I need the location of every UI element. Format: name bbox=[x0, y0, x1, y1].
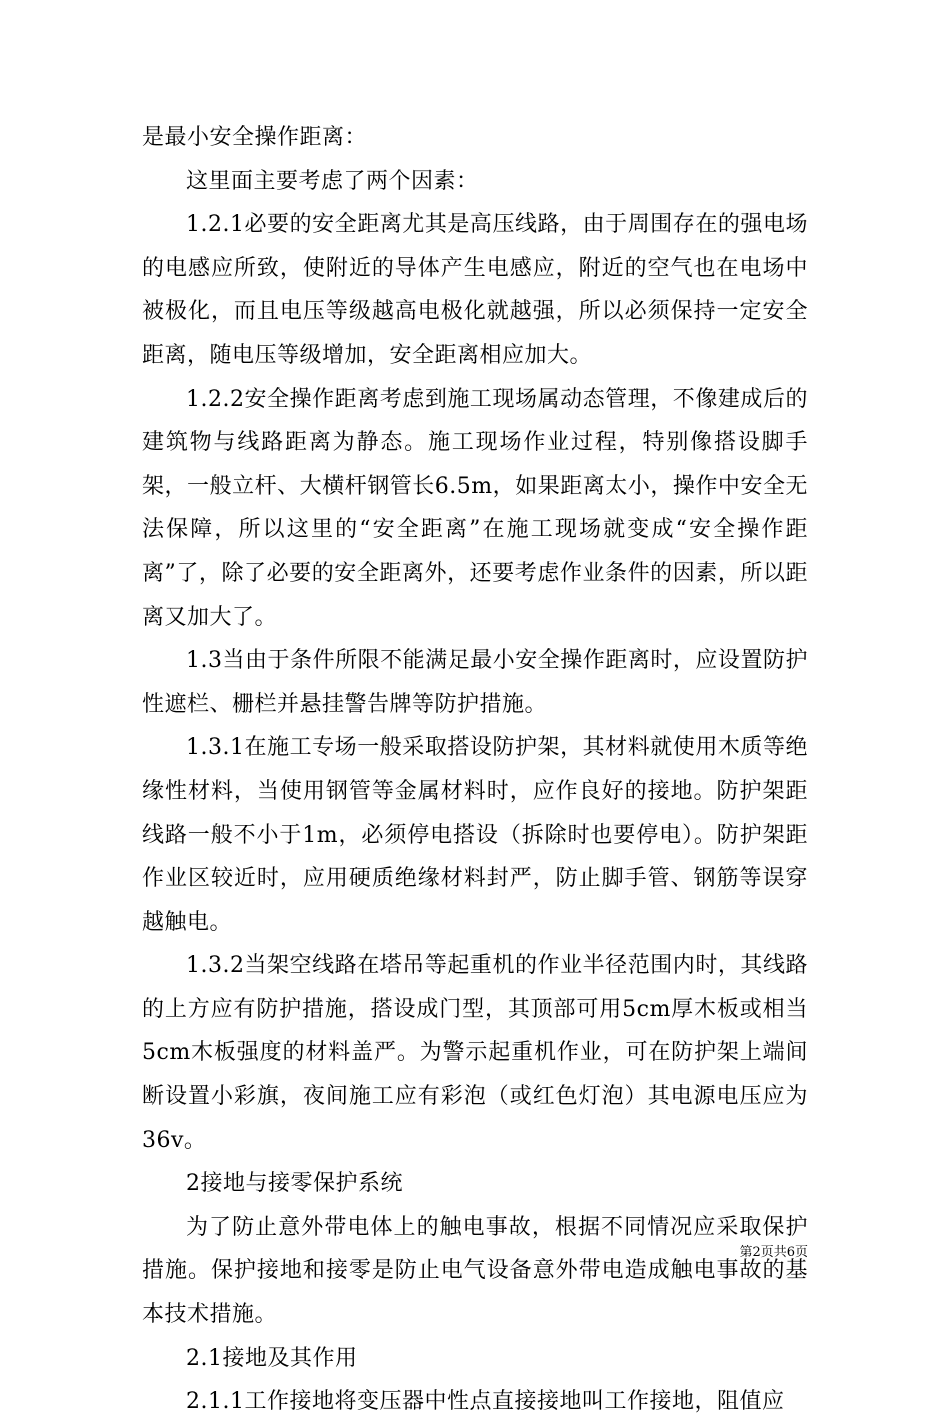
paragraph-1-3-1: 1.3.1在施工专场一般采取搭设防护架，其材料就使用木质等绝缘性材料，当使用钢管等金属材料时，应作良好的接地。防护架距线路一般不小于1m，必须停电搭设（拆除时也要停电）。防护架距作业区较近时，应用硬质绝缘材料封严，防止脚手管、钢筋等误穿越触电。 bbox=[142, 735, 808, 935]
paragraph-1-2-1: 1.2.1必要的安全距离尤其是高压线路，由于周围存在的强电场的电感应所致，使附近的导体产生电感应，附近的空气也在电场中被极化，而且电压等级越高电极化就越强，所以必须保持一定安全距离，随电压等级增加，安全距离相应加大。 bbox=[142, 212, 808, 368]
document-body bbox=[142, 116, 808, 1424]
paragraph-1-3-2: 1.3.2当架空线路在塔吊等起重机的作业半径范围内时，其线路的上方应有防护措施，搭设成门型，其顶部可用5cm厚木板或相当5cm木板强度的材料盖严。为警示起重机作业，可在防护架上端间断设置小彩旗，夜间施工应有彩泡（或红色灯泡）其电源电压应为36v。 bbox=[142, 953, 808, 1153]
paragraph-two-factors: 这里面主要考虑了两个因素： bbox=[186, 168, 479, 194]
paragraph-1-3: 1.3当由于条件所限不能满足最小安全操作距离时，应设置防护性遮栏、栅栏并悬挂警告牌等防护措施。 bbox=[142, 648, 808, 717]
paragraph-1-2-2: 1.2.2安全操作距离考虑到施工现场属动态管理，不像建成后的建筑物与线路距离为静态。施工现场作业过程，特别像搭设脚手架，一般立杆、大横杆钢管长6.5m，如果距离太小，操作中安全无法保障，所以这里的“安全距离”在施工现场就变成“安全操作距离”了，除了必要的安全距离外，还要考虑作业条件的因素，所以距离又加大了。 bbox=[142, 386, 808, 630]
paragraph-2-1-1: 2.1.1工作接地将变压器中性点直接接地叫工作接地，阻值应 bbox=[186, 1389, 785, 1415]
page-number-footer: 第2页共6页 bbox=[739, 1245, 808, 1260]
section-heading-2: 2接地与接零保护系统 bbox=[186, 1171, 403, 1197]
paragraph-section-2-intro: 为了防止意外带电体上的触电事故，根据不同情况应采取保护措施。保护接地和接零是防止电气设备意外带电造成触电事故的基本技术措施。 bbox=[142, 1214, 808, 1328]
section-heading-2-1: 2.1接地及其作用 bbox=[186, 1345, 358, 1371]
paragraph-continuation: 是最小安全操作距离： bbox=[142, 125, 368, 150]
